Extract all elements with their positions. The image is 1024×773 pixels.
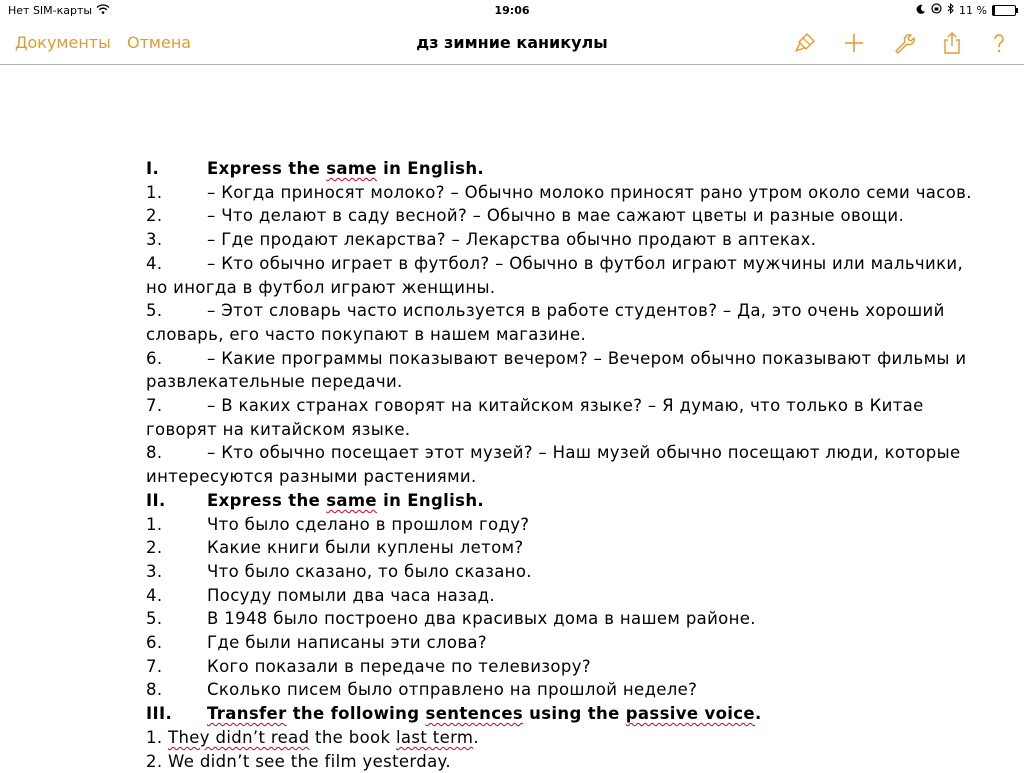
list-item — [146, 631, 956, 655]
list-item — [146, 655, 956, 679]
section-3-item: 2. We didn’t see the film yesterday. — [146, 751, 451, 771]
list-item-text: Что было сказано, то было сказано. — [207, 561, 532, 581]
list-item-text: Где были написаны эти слова? — [207, 633, 487, 653]
list-item — [146, 299, 956, 323]
list-item — [146, 252, 964, 276]
list-item-number: 6. — [146, 348, 163, 368]
list-item-number: 5. — [146, 301, 163, 321]
list-item-number: 4. — [146, 585, 163, 605]
battery-icon — [992, 5, 1016, 16]
list-item — [146, 441, 961, 465]
add-button[interactable] — [841, 30, 867, 56]
list-item — [146, 394, 956, 418]
list-item-text: Посуду помыли два часа назад. — [207, 585, 495, 605]
share-icon — [939, 30, 965, 56]
paintbrush-icon — [792, 30, 818, 56]
list-item-continuation: развлекательные передачи. — [146, 372, 403, 392]
document-title: дз зимние каникулы — [416, 33, 608, 52]
battery-fill — [993, 6, 995, 15]
orientation-lock-icon — [931, 3, 942, 17]
list-item-number: 1. — [146, 182, 163, 202]
spellcheck-word: same — [326, 490, 377, 510]
share-button[interactable] — [939, 30, 965, 56]
list-item-number: 3. — [146, 561, 163, 581]
list-item-text: В 1948 было построено два красивых дома в нашем районе. — [207, 609, 756, 629]
list-item — [146, 584, 956, 608]
list-item — [146, 536, 956, 560]
spellcheck-phrase: last term — [396, 727, 474, 747]
list-item-text: Кого показали в передаче по телевизору? — [207, 656, 591, 676]
status-bar — [0, 0, 1024, 22]
section-2-heading: II. Express the same in English. — [146, 490, 485, 510]
format-brush-button[interactable] — [792, 30, 818, 56]
list-item-number: 2. — [146, 206, 163, 226]
list-item-text: – Что делают в саду весной? – Обычно в мае сажают цветы и разные овощи. — [207, 206, 905, 226]
section-3-item: 1. They didn’t read the book last term. — [146, 727, 479, 747]
list-item-number: 5. — [146, 609, 163, 629]
list-item — [146, 204, 956, 228]
list-item-number: 4. — [146, 253, 163, 273]
spellcheck-word: Transfer — [207, 704, 287, 724]
list-item-number: 3. — [146, 230, 163, 250]
question-mark-icon — [986, 30, 1012, 56]
bluetooth-icon — [947, 3, 954, 17]
document-body[interactable] — [146, 157, 972, 773]
battery-percent: 11 % — [959, 3, 987, 17]
list-item-text: – Когда приносят молоко? – Обычно молоко приносят рано утром около семи часов. — [207, 182, 972, 202]
list-item-continuation: говорят на китайском языке. — [146, 419, 411, 439]
wrench-icon — [891, 30, 917, 56]
section-1-heading: I. Express the same in English. — [146, 159, 485, 178]
plus-icon — [841, 30, 867, 56]
tools-button[interactable] — [891, 30, 917, 56]
list-item-text: Сколько писем было отправлено на прошлой неделе? — [207, 680, 698, 700]
moon-icon — [916, 4, 926, 17]
list-item — [146, 560, 956, 584]
list-item-number: 1. — [146, 514, 163, 534]
list-item — [146, 607, 956, 631]
help-button[interactable] — [986, 30, 1012, 56]
spellcheck-phrase: They didn’t read — [168, 727, 310, 747]
list-item-text: – Кто обычно посещает этот музей? – Наш музей обычно посещают люди, которые — [207, 443, 961, 463]
cancel-button[interactable]: Отмена — [127, 33, 192, 52]
spellcheck-word: passive voice — [625, 704, 755, 724]
list-item — [146, 347, 967, 371]
list-item — [146, 678, 956, 702]
list-item-text: – Кто обычно играет в футбол? – Обычно в футбол играют мужчины или мальчики, — [207, 253, 964, 273]
list-item-number: 7. — [146, 656, 163, 676]
list-item-number: 6. — [146, 633, 163, 653]
list-item — [146, 181, 972, 205]
toolbar — [0, 22, 1024, 65]
list-item — [146, 228, 956, 252]
list-item-continuation: но иногда в футбол играют женщины. — [146, 277, 496, 297]
section-2-list — [146, 513, 956, 703]
list-item-text: – Где продают лекарства? – Лекарства обычно продают в аптеках. — [207, 230, 817, 250]
section-3-heading: III. Transfer the following sentences using the passive voice. — [146, 704, 762, 724]
carrier-label: Нет SIM-карты — [8, 4, 93, 17]
list-item-text: Что было сделано в прошлом году? — [207, 514, 530, 534]
list-item-number: 8. — [146, 680, 163, 700]
section-1-list — [146, 181, 972, 489]
list-item-text: – В каких странах говорят на китайском языке? – Я думаю, что только в Китае — [207, 396, 924, 416]
status-time: 19:06 — [494, 4, 530, 17]
list-item-number: 8. — [146, 443, 163, 463]
list-item — [146, 513, 956, 537]
list-item-text: – Этот словарь часто используется в работе студентов? – Да, это очень хороший — [207, 301, 945, 321]
list-item-number: 2. — [146, 538, 163, 558]
documents-button[interactable]: Документы — [15, 33, 111, 52]
list-item-continuation: интересуются разными растениями. — [146, 467, 477, 487]
spellcheck-word: same — [326, 159, 377, 178]
list-item-number: 7. — [146, 396, 163, 416]
list-item-continuation: словарь, его часто покупают в нашем магазине. — [146, 324, 587, 344]
spellcheck-word: sentences — [425, 704, 524, 724]
status-right — [916, 3, 1016, 17]
list-item-text: Какие книги были куплены летом? — [207, 538, 524, 558]
list-item-text: – Какие программы показывают вечером? – Вечером обычно показывают фильмы и — [207, 348, 967, 368]
